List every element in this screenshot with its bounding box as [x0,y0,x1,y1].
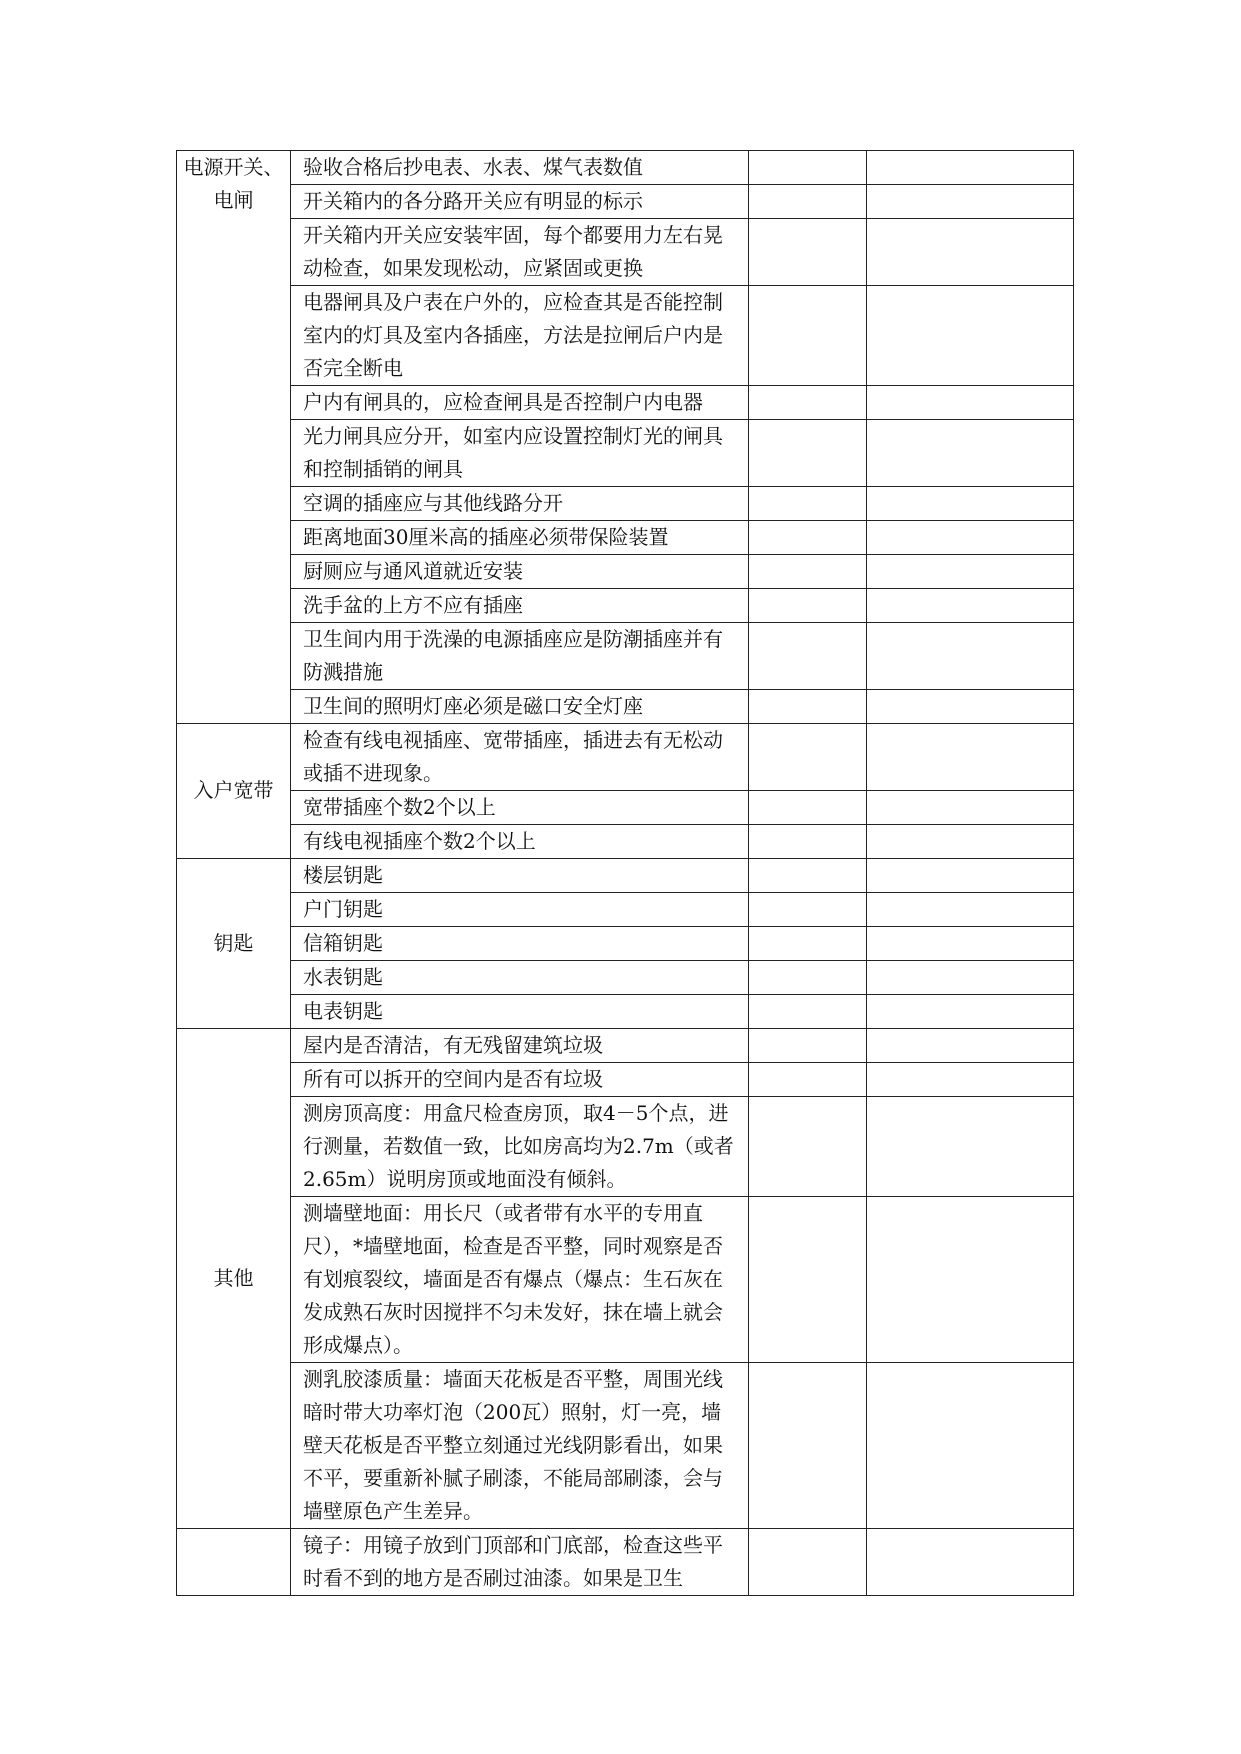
note-cell [867,825,1074,859]
category-cell [177,724,291,859]
item-text: 卫生间的照明灯座必须是磁口安全灯座 [303,694,643,718]
note-cell [867,151,1074,185]
table-row [177,151,1074,185]
table-row [177,555,1074,589]
category-label: 入户宽带 [193,778,274,802]
item-text: 厨厕应与通风道就近安装 [303,559,523,583]
item-cell [291,185,749,219]
item-cell [291,859,749,893]
check-cell [749,859,867,893]
item-text: 宽带插座个数2个以上 [303,795,496,819]
item-cell [291,623,749,690]
check-cell [749,893,867,927]
item-text: 信箱钥匙 [303,931,383,955]
note-cell [867,1529,1074,1596]
item-cell [291,961,749,995]
check-cell [749,961,867,995]
check-cell [749,623,867,690]
item-cell [291,555,749,589]
item-cell [291,1063,749,1097]
note-cell [867,927,1074,961]
item-cell [291,995,749,1029]
note-cell [867,386,1074,420]
item-text: 开关箱内开关应安装牢固，每个都要用力左右晃动检查，如果发现松动，应紧固或更换 [303,223,723,280]
category-cell [177,859,291,1029]
category-label: 电源开关、电闸 [183,155,284,212]
check-cell [749,927,867,961]
check-cell [749,1197,867,1363]
note-cell [867,219,1074,286]
table-row [177,623,1074,690]
item-text: 户内有闸具的，应检查闸具是否控制户内电器 [303,390,703,414]
item-text: 测房顶高度：用盒尺检查房顶，取4－5个点，进行测量，若数值一致，比如房高均为2.7m（或者2.65m）说明房顶或地面没有倾斜。 [303,1101,734,1191]
table-row [177,589,1074,623]
item-text: 镜子：用镜子放到门顶部和门底部，检查这些平时看不到的地方是否刷过油漆。如果是卫生 [303,1533,723,1590]
note-cell [867,961,1074,995]
category-cell [177,151,291,724]
table-row [177,487,1074,521]
item-cell [291,286,749,386]
item-text: 测墙壁地面：用长尺（或者带有水平的专用直尺），*墙壁地面，检查是否平整，同时观察是否有划痕裂纹，墙面是否有爆点（爆点：生石灰在发成熟石灰时因搅拌不匀未发好，抹在墙上就会形成爆点）。 [303,1201,723,1357]
check-cell [749,825,867,859]
item-text: 检查有线电视插座、宽带插座，插进去有无松动或插不进现象。 [303,728,723,785]
item-text: 电表钥匙 [303,999,383,1023]
table-row [177,1197,1074,1363]
note-cell [867,690,1074,724]
check-cell [749,1063,867,1097]
table-row [177,219,1074,286]
table-row [177,724,1074,791]
category-label: 其他 [213,1266,254,1290]
item-cell [291,386,749,420]
check-cell [749,521,867,555]
check-cell [749,185,867,219]
check-cell [749,219,867,286]
note-cell [867,420,1074,487]
note-cell [867,1363,1074,1529]
table-row [177,185,1074,219]
table-row [177,521,1074,555]
item-cell [291,893,749,927]
table-row [177,961,1074,995]
item-cell [291,690,749,724]
check-cell [749,995,867,1029]
table-row [177,690,1074,724]
item-text: 水表钥匙 [303,965,383,989]
item-cell [291,487,749,521]
check-cell [749,1363,867,1529]
table-row [177,1529,1074,1596]
table-row [177,1363,1074,1529]
note-cell [867,995,1074,1029]
table-row [177,386,1074,420]
item-cell [291,219,749,286]
item-cell [291,927,749,961]
item-cell [291,151,749,185]
note-cell [867,487,1074,521]
category-cell [177,1529,291,1596]
check-cell [749,487,867,521]
category-label: 钥匙 [213,931,254,955]
table-row [177,1097,1074,1197]
note-cell [867,1197,1074,1363]
check-cell [749,151,867,185]
check-cell [749,1097,867,1197]
table-row [177,893,1074,927]
check-cell [749,690,867,724]
check-cell [749,724,867,791]
note-cell [867,1063,1074,1097]
table-row [177,791,1074,825]
note-cell [867,623,1074,690]
item-text: 电器闸具及户表在户外的，应检查其是否能控制室内的灯具及室内各插座，方法是拉闸后户内是否完全断电 [303,290,723,380]
note-cell [867,1029,1074,1063]
check-cell [749,420,867,487]
item-cell [291,589,749,623]
item-cell [291,1363,749,1529]
note-cell [867,791,1074,825]
item-cell [291,724,749,791]
item-text: 有线电视插座个数2个以上 [303,829,536,853]
item-text: 楼层钥匙 [303,863,383,887]
item-text: 开关箱内的各分路开关应有明显的标示 [303,189,643,213]
table-row [177,1063,1074,1097]
note-cell [867,724,1074,791]
item-cell [291,1029,749,1063]
note-cell [867,893,1074,927]
table-row [177,1029,1074,1063]
check-cell [749,1029,867,1063]
inspection-checklist-table [176,150,1074,1596]
note-cell [867,185,1074,219]
check-cell [749,386,867,420]
note-cell [867,521,1074,555]
check-cell [749,791,867,825]
item-cell [291,1529,749,1596]
check-cell [749,286,867,386]
item-text: 测乳胶漆质量：墙面天花板是否平整，周围光线暗时带大功率灯泡（200瓦）照射，灯一亮，墙壁天花板是否平整立刻通过光线阴影看出，如果不平，要重新补腻子刷漆，不能局部刷漆，会与墙壁原色产生差异。 [303,1367,723,1523]
item-text: 距离地面30厘米高的插座必须带保险装置 [303,525,669,549]
item-cell [291,791,749,825]
item-text: 洗手盆的上方不应有插座 [303,593,523,617]
item-text: 验收合格后抄电表、水表、煤气表数值 [303,155,643,179]
check-cell [749,555,867,589]
item-cell [291,521,749,555]
table-row [177,927,1074,961]
table-row [177,420,1074,487]
note-cell [867,555,1074,589]
note-cell [867,589,1074,623]
item-cell [291,1097,749,1197]
item-cell [291,1197,749,1363]
table-row [177,286,1074,386]
item-text: 空调的插座应与其他线路分开 [303,491,563,515]
item-text: 屋内是否清洁，有无残留建筑垃圾 [303,1033,603,1057]
checklist-body [177,151,1074,1596]
check-cell [749,589,867,623]
item-text: 户门钥匙 [303,897,383,921]
table-row [177,995,1074,1029]
table-row [177,859,1074,893]
note-cell [867,859,1074,893]
item-text: 所有可以拆开的空间内是否有垃圾 [303,1067,603,1091]
category-cell [177,1029,291,1529]
note-cell [867,286,1074,386]
table-row [177,825,1074,859]
note-cell [867,1097,1074,1197]
check-cell [749,1529,867,1596]
item-text: 光力闸具应分开，如室内应设置控制灯光的闸具和控制插销的闸具 [303,424,723,481]
item-cell [291,420,749,487]
item-cell [291,825,749,859]
item-text: 卫生间内用于洗澡的电源插座应是防潮插座并有防溅措施 [303,627,723,684]
